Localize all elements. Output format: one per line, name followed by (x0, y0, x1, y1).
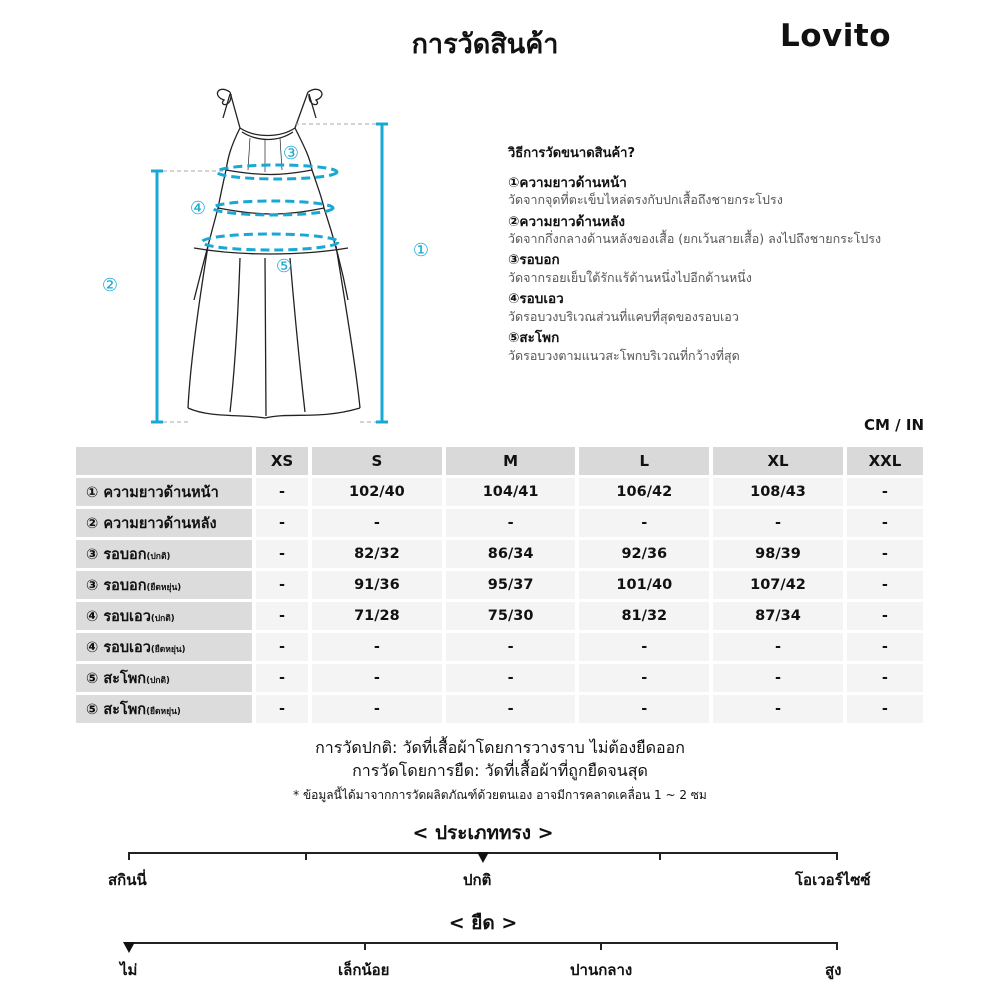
table-cell: 95/37 (446, 571, 576, 599)
fit-selected-marker-icon (477, 852, 489, 863)
table-cell: 108/43 (713, 478, 843, 506)
row-label (76, 633, 252, 661)
howto-item (508, 175, 948, 209)
stretch-selected-marker-icon (123, 942, 135, 953)
table-cell: - (713, 633, 843, 661)
stretch-tick (600, 942, 602, 950)
size-header: XS (256, 447, 308, 475)
table-cell: - (847, 571, 923, 599)
table-cell: - (256, 540, 308, 568)
table-row (76, 664, 923, 692)
table-cell: - (713, 695, 843, 723)
size-header: XXL (847, 447, 923, 475)
table-cell: - (847, 602, 923, 630)
how-to-measure (508, 146, 948, 369)
table-cell: - (256, 602, 308, 630)
dress-measurement-diagram (90, 78, 470, 438)
table-cell: 87/34 (713, 602, 843, 630)
table-cell: - (579, 695, 709, 723)
size-header: M (446, 447, 576, 475)
table-cell: - (446, 509, 576, 537)
note-stretch: การวัดโดยการยืด: วัดที่เสื้อผ้าที่ถูกยืดจนสุด (352, 761, 648, 780)
row-label-text: ④ รอบเอว (86, 639, 151, 656)
table-cell: - (312, 664, 442, 692)
row-label-sub: (ยืดหยุ่น) (150, 644, 186, 655)
stretch-label-high: สูง (825, 961, 842, 979)
howto-desc: วัดจากกึ่งกลางด้านหลังของเสื้อ (ยกเว้นสายเสื้อ) ลงไปถึงชายกระโปรง (508, 231, 882, 247)
fit-scale-title: < ประเภททรง > (412, 822, 554, 844)
size-table (72, 444, 927, 726)
table-cell: - (579, 509, 709, 537)
howto-heading: ②ความยาวด้านหลัง (508, 213, 625, 230)
howto-heading: ④รอบเอว (508, 291, 564, 308)
table-cell: - (579, 633, 709, 661)
table-row (76, 602, 923, 630)
row-label-text: ⑤ สะโพก (86, 670, 147, 687)
table-cell: - (256, 509, 308, 537)
table-cell: 71/28 (312, 602, 442, 630)
howto-desc: วัดรอบวงบริเวณส่วนที่แคบที่สุดของรอบเอว (508, 308, 739, 324)
marker-3: ③ (282, 143, 300, 164)
table-cell: - (446, 633, 576, 661)
table-cell: 101/40 (579, 571, 709, 599)
dress-outline (188, 89, 360, 418)
howto-desc: วัดจากรอยเย็บใต้รักแร้ด้านหนึ่งไปอีกด้านหนึ่ง (508, 270, 752, 286)
howto-item (508, 214, 948, 248)
table-cell: - (446, 695, 576, 723)
fit-tick (305, 852, 307, 860)
table-cell: 106/42 (579, 478, 709, 506)
table-corner (76, 447, 252, 475)
table-cell: 75/30 (446, 602, 576, 630)
table-cell: 107/42 (713, 571, 843, 599)
table-cell: - (256, 664, 308, 692)
table-cell: 86/34 (446, 540, 576, 568)
table-cell: - (847, 695, 923, 723)
table-cell: 91/36 (312, 571, 442, 599)
fit-label-oversize: โอเวอร์ไซซ์ (795, 871, 871, 889)
howto-heading: ⑤สะโพก (508, 330, 560, 347)
marker-1: ① (412, 240, 430, 261)
howto-item (508, 291, 948, 325)
table-cell: - (446, 664, 576, 692)
row-label-text: ④ รอบเอว (86, 608, 151, 625)
table-cell: - (256, 695, 308, 723)
table-header-row (76, 447, 923, 475)
row-label-text: ⑤ สะโพก (86, 701, 147, 718)
table-cell: 102/40 (312, 478, 442, 506)
table-cell: - (256, 633, 308, 661)
howto-desc: วัดจากจุดที่ตะเข็บไหล่ตรงกับปกเสื้อถึงชายกระโปรง (508, 192, 783, 208)
table-row (76, 509, 923, 537)
row-label-sub: (ปกติ) (146, 551, 171, 562)
stretch-scale-title: < ยืด > (448, 912, 518, 934)
size-header: S (312, 447, 442, 475)
row-label (76, 695, 252, 723)
table-cell: - (256, 571, 308, 599)
measure-lines (151, 124, 388, 422)
size-header: XL (713, 447, 843, 475)
howto-question: วิธีการวัดขนาดสินค้า? (508, 146, 636, 161)
marker-4: ④ (189, 198, 207, 219)
table-cell: - (847, 664, 923, 692)
table-cell: 104/41 (446, 478, 576, 506)
table-cell: - (256, 478, 308, 506)
row-label-sub: (ยืดหยุ่น) (146, 582, 182, 593)
note-normal: การวัดปกติ: วัดที่เสื้อผ้าโดยการวางราบ ไม่ต้องยืดออก (315, 738, 685, 757)
fit-label-skinny: สกินนี่ (108, 871, 147, 889)
howto-heading: ③รอบอก (508, 252, 560, 269)
size-header: L (579, 447, 709, 475)
table-cell: 92/36 (579, 540, 709, 568)
row-label (76, 509, 252, 537)
row-label (76, 540, 252, 568)
row-label-text: ③ รอบอก (86, 577, 147, 594)
table-row (76, 571, 923, 599)
table-row (76, 540, 923, 568)
table-cell: - (713, 509, 843, 537)
stretch-label-medium: ปานกลาง (570, 961, 633, 979)
row-label (76, 478, 252, 506)
brand-logo: Lovito (780, 18, 892, 54)
measurement-notes (0, 736, 1000, 805)
table-row (76, 633, 923, 661)
howto-desc: วัดรอบวงตามแนวสะโพกบริเวณที่กว้างที่สุด (508, 347, 740, 363)
howto-item (508, 252, 948, 286)
row-label (76, 664, 252, 692)
stretch-tick (364, 942, 366, 950)
table-cell: 82/32 (312, 540, 442, 568)
table-cell: - (713, 664, 843, 692)
row-label (76, 602, 252, 630)
stretch-label-none: ไม่ (120, 961, 138, 979)
row-label-text: ③ รอบอก (86, 546, 147, 563)
note-disclaimer: * ข้อมูลนี้ได้มาจากการวัดผลิตภัณฑ์ด้วยตนเอง อาจมีการคลาดเคลื่อน 1 ~ 2 ซม (293, 788, 707, 802)
row-label-text: ② ความยาวด้านหลัง (86, 515, 217, 532)
table-cell: 98/39 (713, 540, 843, 568)
table-cell: - (847, 509, 923, 537)
row-label-text: ① ความยาวด้านหน้า (86, 484, 219, 501)
fit-label-regular: ปกติ (463, 871, 492, 889)
table-cell: - (579, 664, 709, 692)
table-row (76, 695, 923, 723)
table-cell: - (312, 633, 442, 661)
table-cell: - (847, 478, 923, 506)
table-cell: - (847, 633, 923, 661)
row-label (76, 571, 252, 599)
marker-5: ⑤ (275, 256, 293, 277)
table-cell: - (312, 695, 442, 723)
stretch-tick (836, 942, 838, 950)
howto-item (508, 330, 948, 364)
row-label-sub: (ยืดหยุ่น) (146, 706, 181, 717)
table-cell: - (847, 540, 923, 568)
unit-label: CM / IN (864, 416, 924, 434)
table-cell: - (312, 509, 442, 537)
row-label-sub: (ปกติ) (146, 675, 170, 686)
fit-tick (659, 852, 661, 860)
row-label-sub: (ปกติ) (150, 613, 175, 624)
page-title: การวัดสินค้า (411, 29, 559, 60)
fit-tick (836, 852, 838, 860)
marker-2: ② (101, 275, 119, 296)
stretch-label-slight: เล็กน้อย (338, 961, 390, 979)
howto-heading: ①ความยาวด้านหน้า (508, 174, 627, 191)
fit-tick (128, 852, 130, 860)
table-cell: 81/32 (579, 602, 709, 630)
table-row (76, 478, 923, 506)
stretch-scale-line (128, 942, 838, 944)
